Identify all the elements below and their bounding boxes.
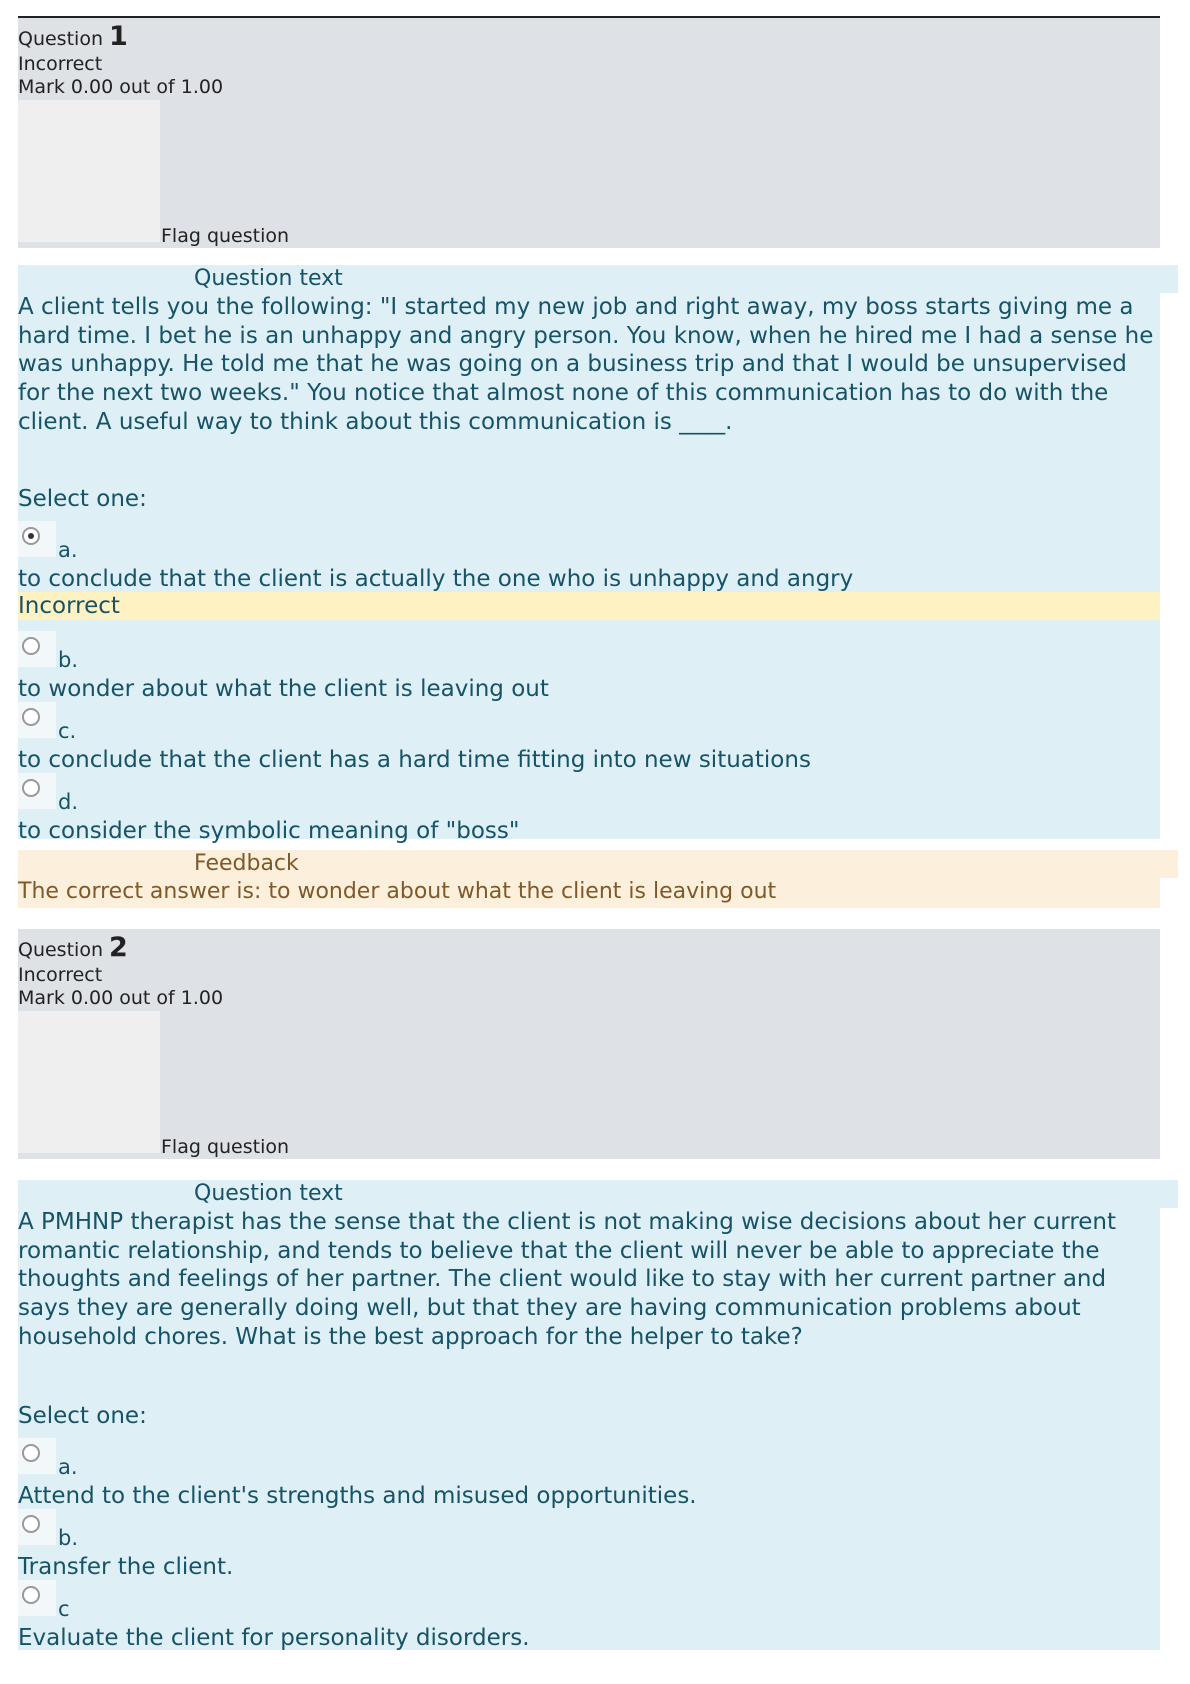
flag-question-link[interactable]: Flag question	[161, 1136, 290, 1158]
question-state: Incorrect	[18, 964, 103, 986]
answer-text[interactable]: to consider the symbolic meaning of "boss"	[18, 818, 520, 844]
select-one-prompt: Select one:	[18, 486, 147, 512]
question-2-info	[18, 929, 1160, 1159]
radio-icon[interactable]	[22, 637, 40, 655]
question-label: Question	[18, 28, 103, 50]
answer-text[interactable]: Attend to the client's strengths and misused opportunities.	[18, 1483, 697, 1509]
answer-letter: b.	[58, 1526, 79, 1550]
question-text-heading: Question text	[178, 265, 1178, 293]
answer-feedback-incorrect: Incorrect	[18, 592, 1160, 620]
flag-question-link[interactable]: Flag question	[161, 225, 290, 247]
radio-icon[interactable]	[22, 1444, 40, 1462]
question-label: Question	[18, 939, 103, 961]
radio-icon[interactable]	[22, 779, 40, 797]
question-grade: Mark 0.00 out of 1.00	[18, 76, 224, 98]
question-text: A client tells you the following: "I started my new job and right away, my boss starts giving me a hard time. I bet he is an unhappy and angry person. You know, when he hired me I had a sense he was unhappy. He told me that he was going on a business trip and that I would be unsupervised for the next two weeks." You notice that almost none of this communication has to do with the client. A useful way to think about this communication is ____.	[18, 294, 1154, 435]
feedback-heading: Feedback	[178, 850, 1178, 878]
answer-letter: c.	[58, 719, 77, 743]
answer-letter: a.	[58, 1455, 78, 1479]
radio-icon[interactable]	[22, 1586, 40, 1604]
answer-letter: c	[58, 1597, 70, 1621]
answer-letter: a.	[58, 538, 78, 562]
question-state: Incorrect	[18, 53, 103, 75]
radio-icon[interactable]	[22, 708, 40, 726]
question-1-feedback	[18, 850, 1160, 908]
question-number-value: 2	[108, 932, 128, 963]
question-1-info	[18, 18, 1160, 248]
radio-icon[interactable]	[22, 1515, 40, 1533]
question-number-value: 1	[108, 21, 128, 52]
question-1-content	[18, 265, 1160, 844]
question-text: A PMHNP therapist has the sense that the client is not making wise decisions about her current romantic relationship, and tends to believe that the client will never be able to appreciate the thoughts and feelings of her partner. The client would like to stay with her current partner and says they are generally doing well, but that they are having communication problems about household chores. What is the best approach for the helper to take?	[18, 1209, 1117, 1350]
question-number	[18, 933, 128, 965]
question-number	[18, 22, 128, 54]
answer-text[interactable]: to conclude that the client has a hard time fitting into new situations	[18, 747, 811, 773]
answer-text[interactable]: to wonder about what the client is leaving out	[18, 676, 549, 702]
feedback-text: The correct answer is: to wonder about what the client is leaving out	[18, 879, 777, 904]
flag-icon[interactable]	[18, 100, 160, 242]
question-text-heading: Question text	[178, 1180, 1178, 1208]
question-2-content	[18, 1180, 1160, 1650]
select-one-prompt: Select one:	[18, 1403, 147, 1429]
answer-text[interactable]: Transfer the client.	[18, 1554, 234, 1580]
answer-letter: d.	[58, 790, 79, 814]
answer-text[interactable]: Evaluate the client for personality disorders.	[18, 1625, 530, 1651]
flag-icon[interactable]	[18, 1011, 160, 1153]
answer-letter: b.	[58, 648, 79, 672]
answer-text[interactable]: to conclude that the client is actually the one who is unhappy and angry	[18, 566, 854, 592]
radio-selected-icon[interactable]	[22, 527, 40, 545]
question-grade: Mark 0.00 out of 1.00	[18, 987, 224, 1009]
